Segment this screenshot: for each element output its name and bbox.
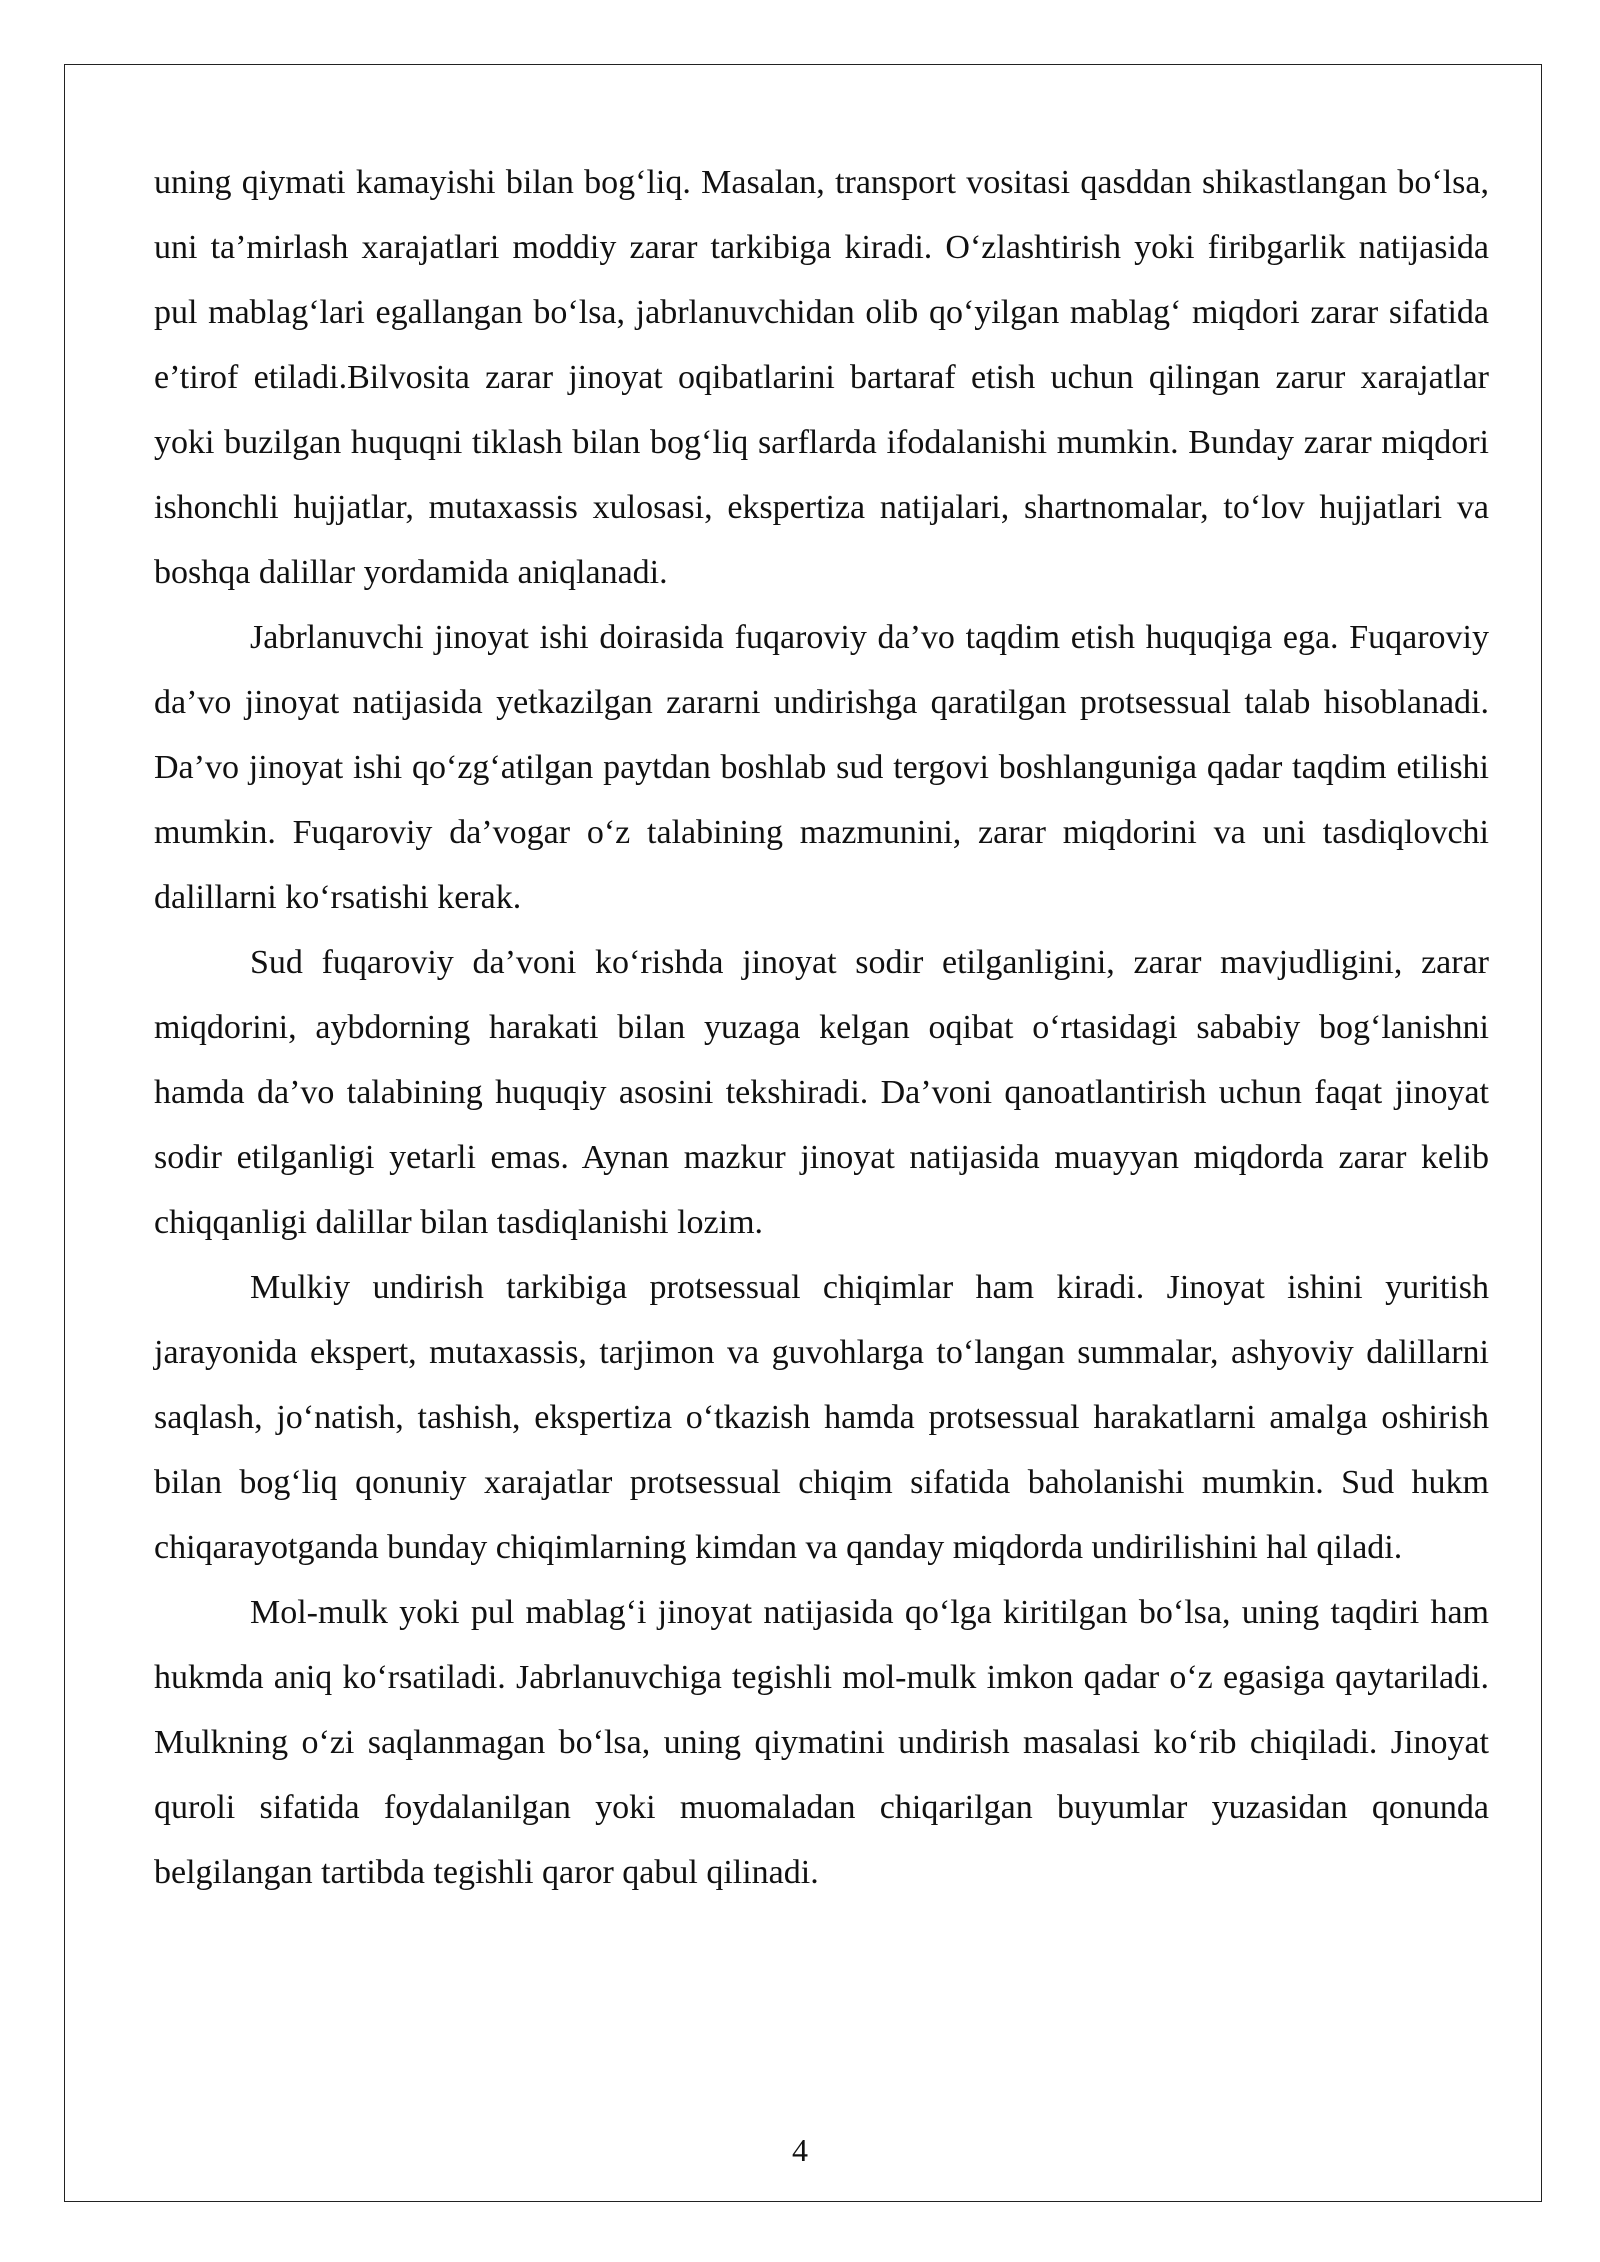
paragraph-2: Jabrlanuvchi jinoyat ishi doirasida fuqaroviy da’vo taqdim etish huquqiga ega. Fuqaroviy da’vo jinoyat natijasida yetkazilgan zararni undirishga qaratilgan protsessual talab hisoblanadi. Da’vo jinoyat ishi qo‘zg‘atilgan paytdan boshlab sud tergovi boshlanguniga qadar taqdim etilishi mumkin. Fuqaroviy da’vogar o‘z talabining mazmunini, zarar miqdorini va uni tasdiqlovchi dalillarni ko‘rsatishi kerak. (154, 619, 1489, 916)
document-body (154, 150, 1489, 1905)
paragraph-5: Mol-mulk yoki pul mablag‘i jinoyat natijasida qo‘lga kiritilgan bo‘lsa, uning taqdiri ham hukmda aniq ko‘rsatiladi. Jabrlanuvchiga tegishli mol-mulk imkon qadar o‘z egasiga qaytariladi. Mulkning o‘zi saqlanmagan bo‘lsa, uning qiymatini undirish masalasi ko‘rib chiqiladi. Jinoyat quroli sifatida foydalanilgan yoki muomaladan chiqarilgan buyumlar yuzasidan qonunda belgilangan tartibda tegishli qaror qabul qilinadi. (154, 1594, 1489, 1891)
page-number: 4 (792, 2132, 808, 2168)
paragraph-3: Sud fuqaroviy da’voni ko‘rishda jinoyat sodir etilganligini, zarar mavjudligini, zarar miqdorini, aybdorning harakati bilan yuzaga kelgan oqibat o‘rtasidagi sababiy bog‘lanishni hamda da’vo talabining huquqiy asosini tekshiradi. Da’voni qanoatlantirish uchun faqat jinoyat sodir etilganligi yetarli emas. Aynan mazkur jinoyat natijasida muayyan miqdorda zarar kelib chiqqanligi dalillar bilan tasdiqlanishi lozim. (154, 944, 1489, 1241)
paragraph-1: uning qiymati kamayishi bilan bog‘liq. Masalan, transport vositasi qasddan shikastlangan bo‘lsa, uni ta’mirlash xarajatlari moddiy zarar tarkibiga kiradi. O‘zlashtirish yoki firibgarlik natijasida pul mablag‘lari egallangan bo‘lsa, jabrlanuvchidan olib qo‘yilgan mablag‘ miqdori zarar sifatida e’tirof etiladi.Bilvosita zarar jinoyat oqibatlarini bartaraf etish uchun qilingan zarur xarajatlar yoki buzilgan huquqni tiklash bilan bog‘liq sarflarda ifodalanishi mumkin. Bunday zarar miqdori ishonchli hujjatlar, mutaxassis xulosasi, ekspertiza natijalari, shartnomalar, to‘lov hujjatlari va boshqa dalillar yordamida aniqlanadi. (154, 164, 1489, 591)
paragraph-4: Mulkiy undirish tarkibiga protsessual chiqimlar ham kiradi. Jinoyat ishini yuritish jarayonida ekspert, mutaxassis, tarjimon va guvohlarga to‘langan summalar, ashyoviy dalillarni saqlash, jo‘natish, tashish, ekspertiza o‘tkazish hamda protsessual harakatlarni amalga oshirish bilan bog‘liq qonuniy xarajatlar protsessual chiqim sifatida baholanishi mumkin. Sud hukm chiqarayotganda bunday chiqimlarning kimdan va qanday miqdorda undirilishini hal qiladi. (154, 1269, 1489, 1566)
